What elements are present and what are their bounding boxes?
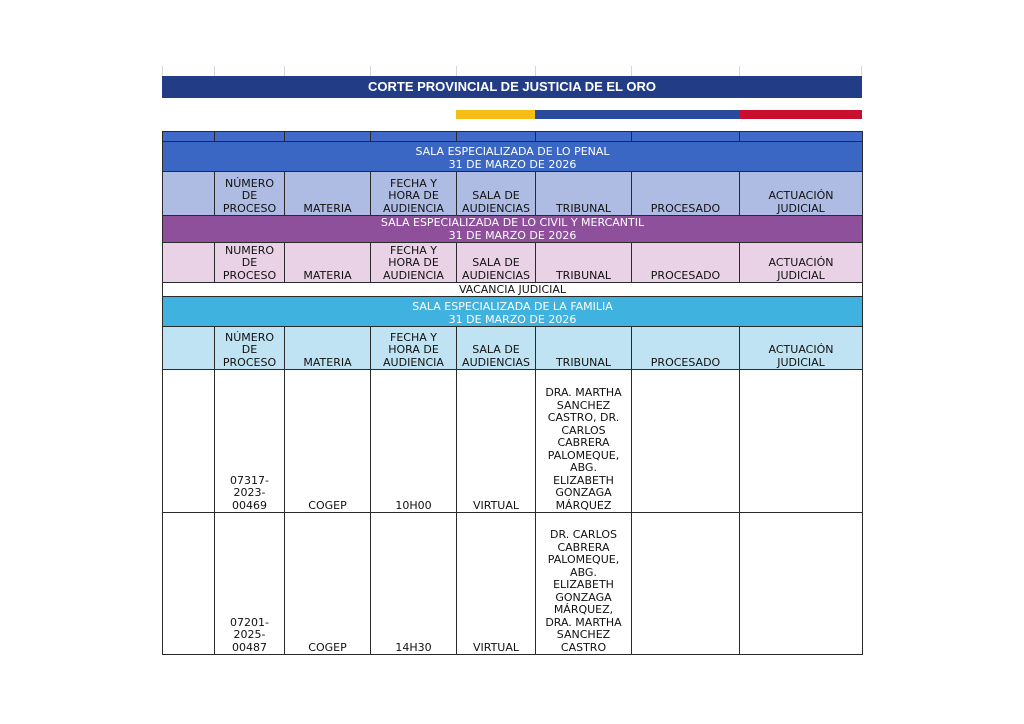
col-materia-header: MATERIA — [285, 327, 371, 370]
cell-actuacion — [740, 370, 863, 513]
header-row-familia — [163, 327, 863, 370]
col-materia-header: MATERIA — [285, 172, 371, 216]
col-sala-header: SALA DE AUDIENCIAS — [457, 243, 536, 283]
col-fecha-header: FECHA Y HORA DE AUDIENCIA — [371, 172, 457, 216]
cell-materia: COGEP — [285, 513, 371, 655]
col-numero-header: NUMERO DE PROCESO — [215, 243, 285, 283]
col-numero-header: NÚMERO DE PROCESO — [215, 172, 285, 216]
header-row-civil — [163, 243, 863, 283]
section-civil-title — [163, 216, 863, 243]
col-tribunal-header: TRIBUNAL — [536, 327, 632, 370]
col-tribunal-header: TRIBUNAL — [536, 172, 632, 216]
hearings-table — [162, 131, 863, 655]
cell-sala: VIRTUAL — [457, 370, 536, 513]
col-actuacion-header: ACTUACIÓN JUDICIAL — [740, 243, 863, 283]
section-familia-name: SALA ESPECIALIZADA DE LA FAMILIA — [412, 300, 613, 313]
col-tribunal-header: TRIBUNAL — [536, 243, 632, 283]
page-title: CORTE PROVINCIAL DE JUSTICIA DE EL ORO — [162, 76, 862, 98]
table-row — [163, 370, 863, 513]
col-sala-header: SALA DE AUDIENCIAS — [457, 327, 536, 370]
col-actuacion-header: ACTUACIÓN JUDICIAL — [740, 327, 863, 370]
section-penal-name: SALA ESPECIALIZADA DE LO PENAL — [415, 145, 610, 158]
col-numero-header: NÚMERO DE PROCESO — [215, 327, 285, 370]
vacancia-note: VACANCIA JUDICIAL — [163, 283, 863, 297]
col-fecha-header: FECHA Y HORA DE AUDIENCIA — [371, 327, 457, 370]
col-procesado-header: PROCESADO — [632, 243, 740, 283]
flag-stripe-red — [739, 110, 862, 119]
section-civil-date: 31 DE MARZO DE 2026 — [448, 228, 577, 242]
section-civil-name: SALA ESPECIALIZADA DE LO CIVIL Y MERCANTIL — [380, 216, 645, 229]
cell-actuacion — [740, 513, 863, 655]
col-materia-header: MATERIA — [285, 243, 371, 283]
col-sala-header: SALA DE AUDIENCIAS — [457, 172, 536, 216]
top-band-row — [163, 132, 863, 142]
cell-procesado — [632, 370, 740, 513]
flag-stripe-yellow — [456, 110, 535, 119]
table-row — [163, 513, 863, 655]
col-fecha-header: FECHA Y HORA DE AUDIENCIA — [371, 243, 457, 283]
header-row-penal — [163, 172, 863, 216]
cell-procesado — [632, 513, 740, 655]
col-procesado-header: PROCESADO — [632, 327, 740, 370]
col-procesado-header: PROCESADO — [632, 172, 740, 216]
col-actuacion-header: ACTUACIÓN JUDICIAL — [740, 172, 863, 216]
vacancia-row — [163, 283, 863, 297]
section-penal-date: 31 DE MARZO DE 2026 — [448, 157, 577, 171]
section-penal-title — [163, 142, 863, 172]
cell-sala: VIRTUAL — [457, 513, 536, 655]
cell-numero: 07317- 2023-00469 — [215, 370, 285, 513]
section-familia-title — [163, 297, 863, 327]
cell-materia: COGEP — [285, 370, 371, 513]
flag-stripe-blue — [535, 110, 739, 119]
cell-numero: 07201- 2025-00487 — [215, 513, 285, 655]
sheet-gridlines — [162, 66, 862, 76]
section-familia-date: 31 DE MARZO DE 2026 — [448, 312, 577, 326]
cell-tribunal: DRA. MARTHA SANCHEZ CASTRO, DR. CARLOS CABRERA PALOMEQUE, ABG. ELIZABETH GONZAGA MÁRQUEZ — [536, 370, 632, 513]
cell-tribunal: DR. CARLOS CABRERA PALOMEQUE, ABG. ELIZABETH GONZAGA MÁRQUEZ, DRA. MARTHA SANCHEZ CASTRO — [536, 513, 632, 655]
cell-fecha: 10H00 — [371, 370, 457, 513]
cell-fecha: 14H30 — [371, 513, 457, 655]
